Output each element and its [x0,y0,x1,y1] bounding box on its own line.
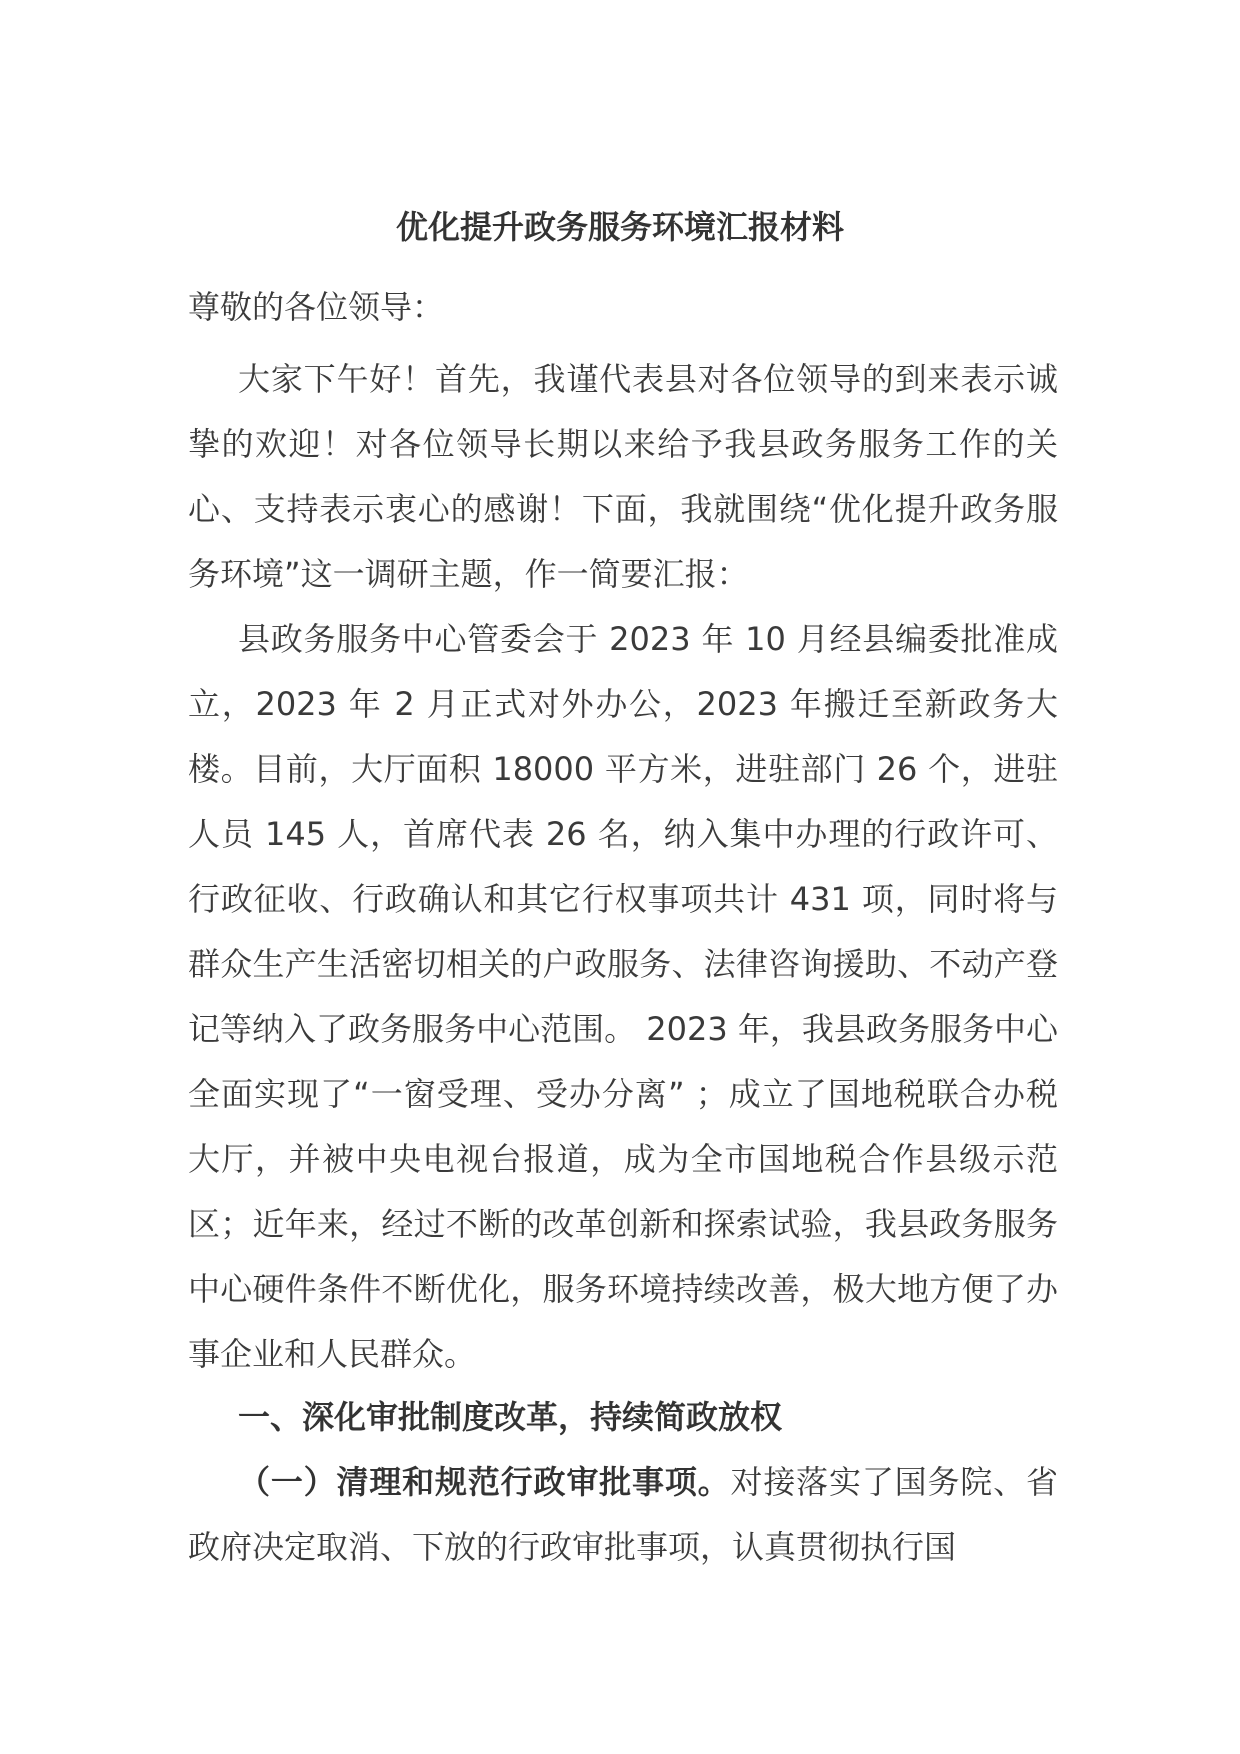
paragraph-greeting: 大家下午好！首先，我谨代表县对各位领导的到来表示诚挚的欢迎！对各位领导长期以来给予我县政务服务工作的关心、支持表示衷心的感谢！下面，我就围绕“优化提升政务服务环境”这一调研主题，作一简要汇报： [188,360,1058,593]
subsection-text: 对接落实了国务院、省政府决定取消、下放的行政审批事项，认真贯彻执行国 [188,1463,1058,1566]
document-title: 优化提升政务服务环境汇报材料 [395,208,844,246]
paragraph-subsection [188,1450,1058,1580]
section-heading: 一、深化审批制度改革，持续简政放权 [238,1398,783,1436]
salutation: 尊敬的各位领导： [188,288,445,326]
paragraph-overview: 县政务服务中心管委会于 2023 年 10 月经县编委批准成立，2023 年 2 月正式对外办公，2023 年搬迁至新政务大楼。目前，大厅面积 18000 平方米，进驻部门 26 个，进驻人员 145 人，首席代表 26 名，纳入集中办理的行政许可、行政征收、行政确认和其它行权事项共计 431 项，同时将与群众生产生活密切相关的户政服务、法律咨询援助、不动产登记等纳入了政务服务中心范围。 2023 年，我县政务服务中心全面实现了“一窗受理、受办分离” ；成立了国地税联合办税大厅，并被中央电视台报道，成为全市国地税合作县级示范区；近年来，经过不断的改革创新和探索试验，我县政务服务中心硬件条件不断优化，服务环境持续改善，极大地方便了办事企业和人民群众。 [188,620,1058,1373]
subsection-lead: （一）清理和规范行政审批事项。 [238,1463,731,1501]
